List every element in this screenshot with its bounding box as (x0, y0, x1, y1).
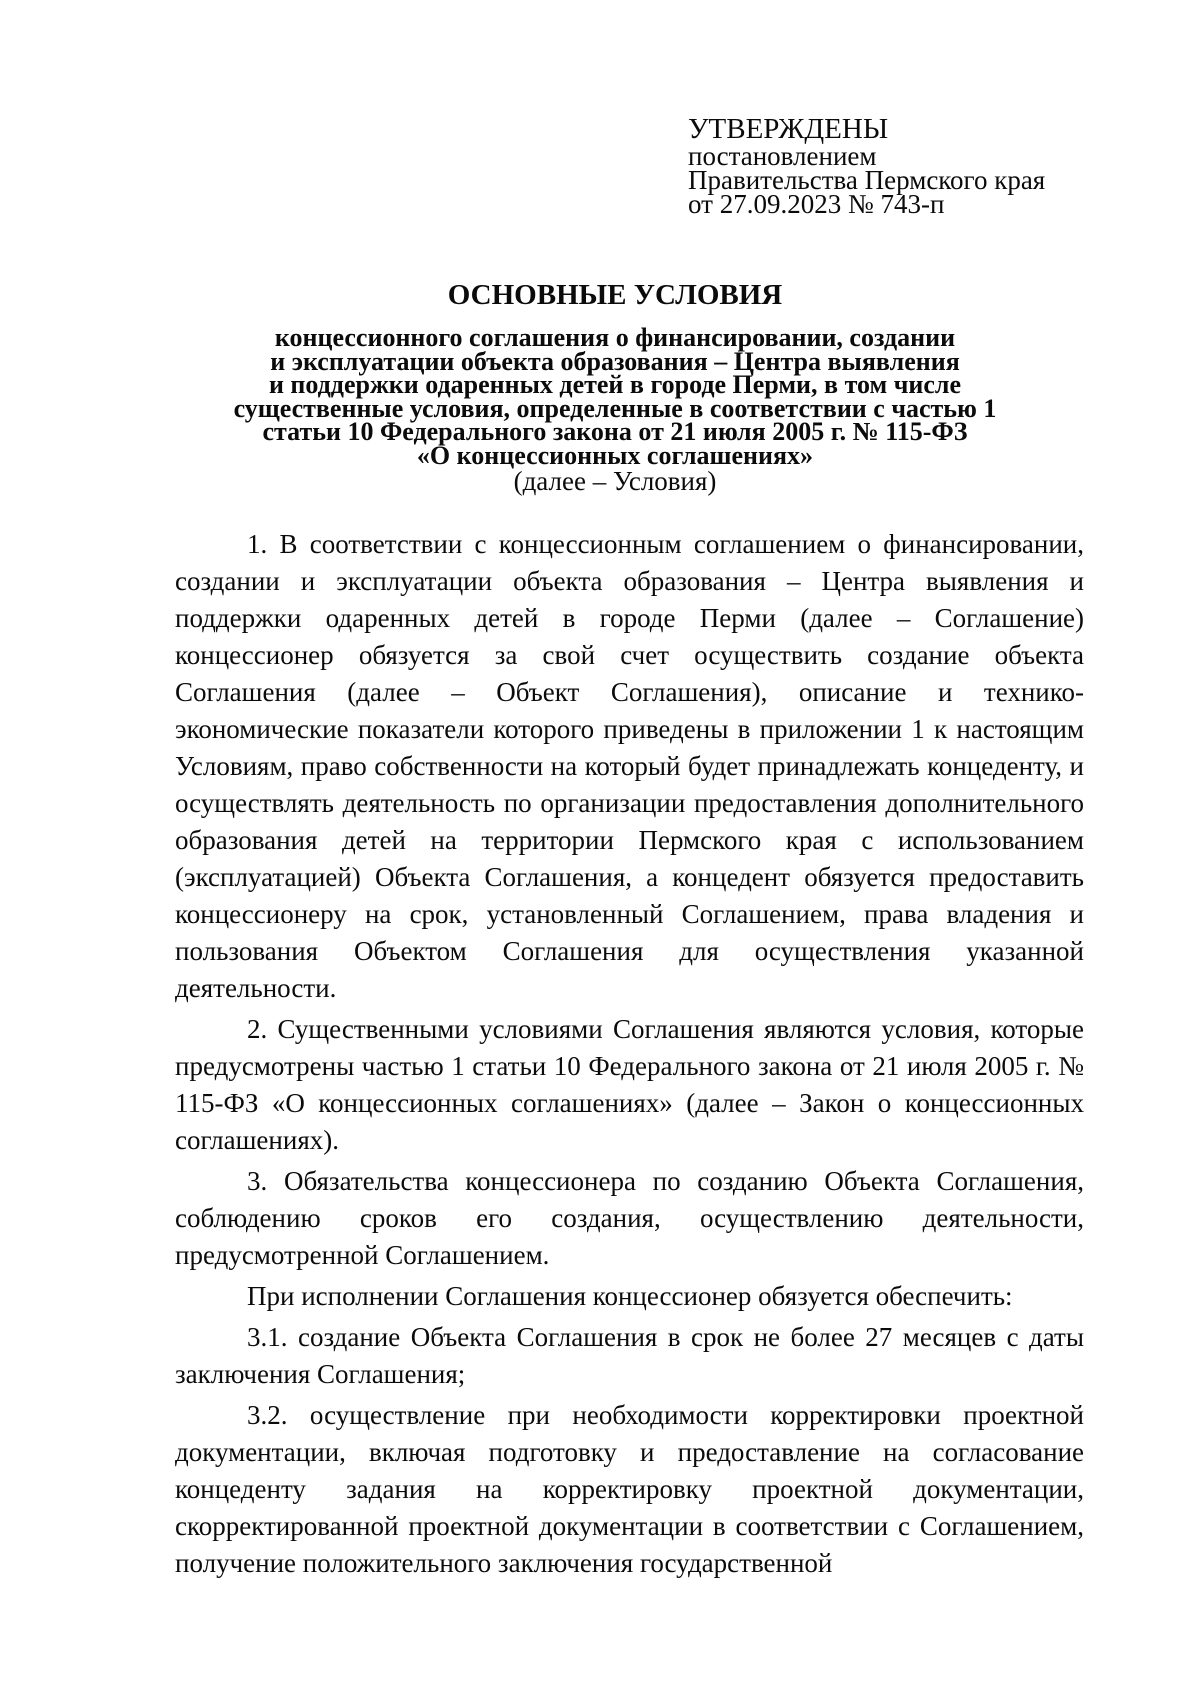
paragraph-3-1: 3.1. создание Объекта Соглашения в срок не более 27 месяцев с даты заключения Соглашения; (175, 1322, 1084, 1389)
subtitle-line: статьи 10 Федерального закона от 21 июля 2005 г. № 115-ФЗ (262, 417, 968, 446)
approval-line: от 27.09.2023 № 743-п (688, 189, 945, 219)
approval-stamp (688, 113, 1046, 219)
paragraph-intro: При исполнении Соглашения концессионер обязуется обеспечить: (247, 1281, 1013, 1311)
paragraph-1: 1. В соответствии с концессионным соглашением о финансировании, создании и эксплуатации объекта образования – Центра выявления и поддержки одаренных детей в городе Перми (далее – Соглашение) концессионер обязуется за свой счет осуществить создание объекта Соглашения (далее – Объект Соглашения), описание и технико-экономические показатели которого приведены в приложении 1 к настоящим Условиям, право собственности на который будет принадлежать концеденту, и осуществлять деятельность по организации предоставления дополнительного образования детей на территории Пермского края с использованием (эксплуатацией) Объекта Соглашения, а концедент обязуется предоставить концессионеру на срок, установленный Соглашением, права владения и пользования Объектом Соглашения для осуществления указанной деятельности. (175, 529, 1084, 1003)
paragraph-3: 3. Обязательства концессионера по созданию Объекта Соглашения, соблюдению сроков его создания, осуществлению деятельности, предусмотренной Соглашением. (175, 1166, 1084, 1270)
approval-line: постановлением (688, 141, 877, 171)
approval-line: Правительства Пермского края (688, 165, 1046, 195)
subtitle-line: и эксплуатации объекта образования – Центра выявления (270, 346, 960, 376)
subtitle-note: (далее – Условия) (513, 466, 717, 496)
approval-title: УТВЕРЖДЕНЫ (688, 113, 889, 145)
subtitle-line: «О концессионных соглашениях» (416, 440, 814, 470)
subtitle-line: концессионного соглашения о финансировании, создании (274, 323, 956, 352)
subtitle-line: и поддержки одаренных детей в городе Перми, в том числе (268, 370, 962, 399)
document-title: ОСНОВНЫЕ УСЛОВИЯ (447, 279, 783, 311)
paragraph-3-2: 3.2. осуществление при необходимости корректировки проектной документации, включая подготовку и предоставление на согласование концеденту задания на корректировку проектной документации, скорректированной проектной документации в соответствии с Соглашением, получение положительного заключения государственной (175, 1400, 1084, 1578)
document-body (175, 526, 1084, 1586)
title-block (120, 278, 1110, 495)
subtitle-line: существенные условия, определенные в соответствии с частью 1 (233, 393, 997, 423)
paragraph-2: 2. Существенными условиями Соглашения являются условия, которые предусмотрены частью 1 статьи 10 Федерального закона от 21 июля 2005 г. № 115-ФЗ «О концессионных соглашениях» (далее – Закон о концессионных соглашениях). (175, 1014, 1084, 1155)
